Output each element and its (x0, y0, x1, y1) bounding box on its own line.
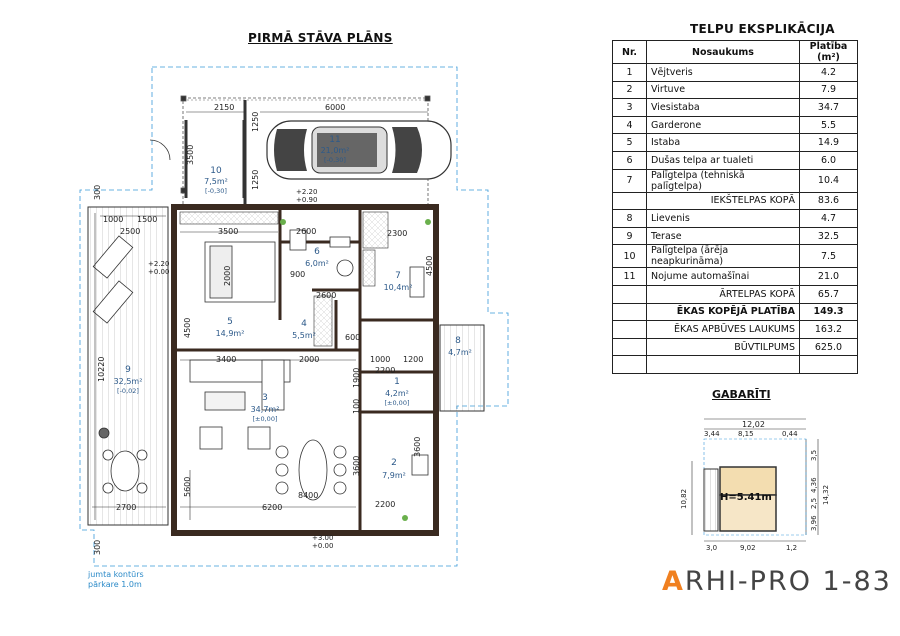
dim-2200-top: 2200 (375, 366, 396, 375)
row-name: Palīgtelpa (tehniskā palīgtelpa) (647, 169, 800, 192)
dim-1500: 1500 (137, 215, 158, 224)
indoor-total-row (613, 192, 858, 210)
dim-3500: 3500 (218, 227, 239, 236)
row-nr: 3 (613, 99, 647, 117)
room-11-level: [-0,30] (324, 156, 346, 164)
level-0-00-b: +0.00 (148, 268, 170, 276)
row-area: 32.5 (800, 227, 858, 245)
dim-2600-b: 2600 (316, 291, 337, 300)
outdoor-total-area: 65.7 (800, 285, 858, 303)
dim-300-bot: 300 (93, 539, 102, 555)
dim-2500: 2500 (120, 227, 141, 236)
room-6-area: 6,0m² (305, 259, 329, 268)
room-10-walls (150, 120, 244, 198)
table-header-row (613, 41, 858, 64)
roof-note-line-2: pārkare 1.0m (88, 580, 142, 589)
room-9-level: [-0,02] (117, 387, 139, 395)
gab-right-mid1: 4,36 (810, 477, 818, 493)
room-1-area: 4,2m² (385, 389, 409, 398)
row-area: 6.0 (800, 151, 858, 169)
dim-4500-left: 4500 (183, 317, 192, 338)
row-area: 5.5 (800, 116, 858, 134)
room-5-area: 14,9m² (215, 329, 245, 338)
row-name: Dušas telpa ar tualeti (647, 151, 800, 169)
outdoor-total-label: ĀRTELPAS KOPĀ (647, 285, 800, 303)
row-area: 34.7 (800, 99, 858, 117)
table-row (613, 227, 858, 245)
header-name: Nosaukums (647, 41, 800, 64)
dim-4500-right: 4500 (425, 255, 434, 276)
table-row (613, 99, 858, 117)
row-nr: 9 (613, 227, 647, 245)
gab-top-mid: 8,15 (738, 430, 754, 438)
room-1-num: 1 (394, 377, 400, 387)
dim-10220: 10220 (97, 356, 106, 382)
empty-row (613, 356, 858, 374)
row-name: Vējtveris (647, 64, 800, 82)
row-nr: 8 (613, 210, 647, 228)
room-4-num: 4 (301, 319, 307, 329)
room-8-area: 4,7m² (448, 348, 472, 357)
dim-5600: 5600 (183, 476, 192, 497)
dim-2000-bed: 2000 (223, 265, 232, 286)
row-area: 4.7 (800, 210, 858, 228)
dim-8400: 8400 (298, 491, 319, 500)
building-total-area: 149.3 (800, 303, 858, 321)
dim-100: 100 (352, 398, 361, 414)
room-9-num: 9 (125, 365, 131, 375)
row-nr: 5 (613, 134, 647, 152)
logo (662, 566, 892, 597)
row-area: 10.4 (800, 169, 858, 192)
gab-right-top: 3,5 (810, 449, 818, 461)
header-nr: Nr. (613, 41, 647, 64)
room-7-num: 7 (395, 271, 401, 281)
table-row (613, 64, 858, 82)
dim-6200: 6200 (262, 503, 283, 512)
room-3-level: [±0,00] (252, 415, 278, 423)
dim-2000-mid: 2000 (299, 355, 320, 364)
room-10-num: 10 (210, 166, 222, 176)
dim-1900: 1900 (352, 367, 361, 388)
dim-2150: 2150 (214, 103, 235, 112)
row-name: Viesistaba (647, 99, 800, 117)
row-nr: 10 (613, 245, 647, 268)
room-4-area: 5,5m² (292, 331, 316, 340)
row-area: 21.0 (800, 268, 858, 286)
room-2-num: 2 (391, 458, 397, 468)
room-2-area: 7,9m² (382, 471, 406, 480)
room-8-num: 8 (455, 336, 461, 346)
row-area: 14.9 (800, 134, 858, 152)
row-name: Garderone (647, 116, 800, 134)
table-row (613, 116, 858, 134)
table-row (613, 245, 858, 268)
outdoor-total-row (613, 285, 858, 303)
gab-left: 10,82 (680, 488, 688, 509)
car-icon (267, 121, 451, 179)
volume-row (613, 338, 858, 356)
built-area-label: ĒKAS APBŪVES LAUKUMS (647, 321, 800, 339)
built-area-value: 163.2 (800, 321, 858, 339)
volume-label: BŪVTILPUMS (647, 338, 800, 356)
gabariti-title: GABARĪTI (712, 388, 771, 401)
gab-top-right: 0,44 (782, 430, 798, 438)
room-9-area: 32,5m² (113, 377, 143, 386)
room-11-num: 11 (329, 135, 341, 145)
table-row (613, 81, 858, 99)
room-11-area: 21,0m² (320, 146, 350, 155)
table-row (613, 210, 858, 228)
gab-top-left: 3,44 (704, 430, 720, 438)
gab-bottom-left: 3,0 (706, 544, 718, 552)
dim-3600-left: 3600 (352, 455, 361, 476)
dim-6000: 6000 (325, 103, 346, 112)
row-nr: 7 (613, 169, 647, 192)
table-row (613, 268, 858, 286)
porch (440, 325, 484, 411)
row-name: Palīgtelpa (ārēja neapkurināma) (647, 245, 800, 268)
room-1-level: [±0,00] (384, 399, 410, 407)
indoor-total-label: IEKŠTELPAS KOPĀ (647, 192, 800, 210)
row-nr: 2 (613, 81, 647, 99)
row-nr: 1 (613, 64, 647, 82)
dim-1000: 1000 (103, 215, 124, 224)
dim-3600-right: 3600 (413, 436, 422, 457)
dim-900: 900 (290, 270, 306, 279)
gab-height: H=5.41m (720, 492, 772, 503)
header-area: Platība (m²) (800, 41, 858, 64)
room-5-num: 5 (227, 317, 233, 327)
row-area: 7.5 (800, 245, 858, 268)
roof-note-line-1: jumta kontūrs (88, 570, 144, 579)
table-row (613, 134, 858, 152)
dim-2200-bot: 2200 (375, 500, 396, 509)
row-name: Lievenis (647, 210, 800, 228)
volume-value: 625.0 (800, 338, 858, 356)
dim-1250a: 1250 (251, 111, 260, 132)
building-total-label: ĒKAS KOPĒJĀ PLATĪBA (647, 303, 800, 321)
room-3-area: 34,7m² (250, 405, 280, 414)
room-7-area: 10,4m² (383, 283, 413, 292)
room-6-num: 6 (314, 247, 320, 257)
dim-2600: 2600 (296, 227, 317, 236)
gab-bottom-mid: 9,02 (740, 544, 756, 552)
gab-top-total: 12,02 (742, 420, 765, 429)
building-total-row (613, 303, 858, 321)
logo-text: RHI-PRO 1-83 (684, 566, 892, 597)
gab-bottom-right: 1,2 (786, 544, 798, 552)
logo-prefix: A (662, 566, 685, 597)
explication-table (612, 40, 858, 374)
row-name: Terase (647, 227, 800, 245)
level-0-90-a: +0.90 (296, 196, 318, 204)
dim-3400: 3400 (216, 355, 237, 364)
table-row (613, 151, 858, 169)
dim-1200: 1200 (403, 355, 424, 364)
dim-1250b: 1250 (251, 169, 260, 190)
room-10-level: [-0,30] (205, 187, 227, 195)
level-2-20-a: +2.20 (296, 188, 318, 196)
row-nr: 6 (613, 151, 647, 169)
built-area-row (613, 321, 858, 339)
level-3-00: +3.00 (312, 534, 334, 542)
gab-right-bot: 3,96 (810, 515, 818, 531)
row-nr: 4 (613, 116, 647, 134)
row-area: 7.9 (800, 81, 858, 99)
dim-600a: 600 (345, 333, 361, 342)
row-name: Nojume automašīnai (647, 268, 800, 286)
row-name: Virtuve (647, 81, 800, 99)
room-10-area: 7,5m² (204, 177, 228, 186)
dim-1000-b: 1000 (370, 355, 391, 364)
level-0-00-c: +0.00 (312, 542, 334, 550)
level-2-20-b: +2.20 (148, 260, 170, 268)
table-title: TELPU EKSPLIKĀCIJA (690, 22, 835, 36)
gabariti-diagram (670, 405, 840, 555)
room-3-num: 3 (262, 393, 268, 403)
row-area: 4.2 (800, 64, 858, 82)
roof-note (88, 570, 144, 590)
dim-2700: 2700 (116, 503, 137, 512)
dim-2300-top: 2300 (387, 229, 408, 238)
dim-300-top: 300 (93, 184, 102, 200)
plan-title: PIRMĀ STĀVA PLĀNS (248, 31, 393, 45)
indoor-total-area: 83.6 (800, 192, 858, 210)
table-row (613, 169, 858, 192)
row-nr: 11 (613, 268, 647, 286)
gab-right-mid2: 2,5 (810, 497, 818, 509)
gab-right-total: 14,32 (822, 484, 830, 505)
row-name: Istaba (647, 134, 800, 152)
dim-3500-left: 3500 (186, 144, 195, 165)
